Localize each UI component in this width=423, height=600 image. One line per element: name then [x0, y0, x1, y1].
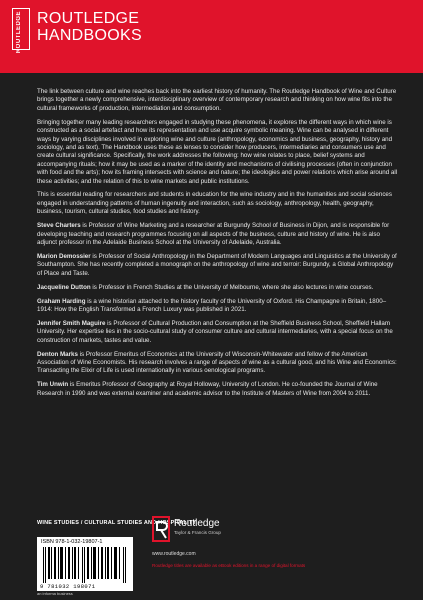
- contributor-entry: Tim Unwin is Emeritus Professor of Geography at Royal Holloway, University of London. He co-founded the Journal of Wine Research in 1990 and was external examiner and academic advisor to the Institute of Masters of Wine from 2004 to 2011.: [37, 381, 378, 397]
- ebook-note: Routledge titles are available as eBook editions in a range of digital formats: [152, 563, 306, 568]
- routledge-logo-icon: ROUTLEDGE: [12, 8, 30, 50]
- series-banner: [0, 0, 423, 73]
- barcode-bars-icon: [41, 547, 129, 583]
- contributor-entry: Steve Charters is Professor of Wine Marketing and a researcher at Burgundy School of Business in Dijon, and is responsible for developing teaching and research programmes focusing on all aspects of the business, culture and history of wine. He is also adjunct professor in the Adelaide Business School at the University of Adelaide, Australia.: [37, 222, 390, 246]
- contributor-entry: Jennifer Smith Maguire is Professor of Cultural Production and Consumption at the Sheffield Business School, Sheffield Hallam University. Her expertise lies in the socio-cultural study of consumer culture and cultural intermediaries, with a special focus on the construction of markets, tastes and value.: [37, 319, 393, 344]
- subject-categories: WINE STUDIES / CULTURAL STUDIES AND HOSPITALITY: [37, 520, 197, 526]
- publisher-name: Routledge: [174, 518, 220, 529]
- series-title-line1: ROUTLEDGE: [37, 10, 140, 27]
- contributor-entry: Graham Harding is a wine historian attached to the history faculty of the University of Oxford. His Champagne in Britain, 1800–1914: How the English Transformed a French Luxury was published in 2021.: [37, 297, 387, 313]
- contributor-entry: Jacqueline Dutton is Professor in French Studies at the University of Melbourne, where she also lectures in wine courses.: [37, 283, 374, 291]
- description-paragraph: This is essential reading for researchers and students in education for the wine industry and in the humanities and social sciences engaged in understanding patterns of human ingenuity and interaction, such as sociology, anthropology, health, geography, business, tourism, cultural studies, food studies and history.: [37, 191, 392, 216]
- contributor-entry: Marion Demossier is Professor of Social Anthropology in the Department of Modern Languages and Linguistics at the University of Southampton. She has recently completed a monograph on the anthropology of wine and terroir: Burgundy, a Global Anthropology of Place and Taste.: [37, 252, 397, 277]
- back-cover-text: [37, 88, 399, 404]
- barcode-digits: 9 781032 198071: [40, 583, 96, 590]
- series-title-line2: HANDBOOKS: [37, 27, 142, 44]
- publisher-url[interactable]: www.routledge.com: [152, 551, 196, 557]
- description-paragraph: Bringing together many leading researchers engaged in studying these phenomena, it explores the different ways in which wine is constructed as a social artefact and how its representation and use acquire symbolic meaning. Wine can be analysed in different ways by varying disciplines involved in exploring wine and culture (anthropology, economics and business, geography, history and sociology, and as text). The Handbook uses these as lenses to consider how producers, intermediaries and consumers use and create cultural significance. Specifically, the work addresses the following: how wine relates to place, belief systems and accompanying rituals; how it may be used as a marker of the identity and mechanisms of civilising processes (often in conjunction with food and the arts); how its framing intersects with science and nature; the ideologies and power relations which arise around all these activities; and the relation of this to wine markets and public institutions.: [37, 118, 398, 185]
- publisher-group: Taylor & Francis Group: [174, 530, 221, 535]
- contributor-entry: Denton Marks is Professor Emeritus of Economics at the University of Wisconsin-Whitewater and fellow of the American Association of Wine Economists. His research involves a range of aspects of wine as a cultural good, and his Wine and Economics: Transacting the Elixir of Life is used internationally in various oenological programs.: [37, 350, 397, 375]
- barcode: [37, 537, 133, 591]
- isbn-label: ISBN 978-1-032-19807-1: [41, 539, 103, 545]
- series-title: [37, 10, 142, 44]
- description-paragraph: The link between culture and wine reaches back into the earliest history of humanity. The Routledge Handbook of Wine and Culture brings together a newly comprehensive, interdisciplinary overview of contemporary research and thinking on how wine fits into the cultural frameworks of production, intermediation and consumption.: [37, 88, 397, 112]
- informa-label: an informa business: [37, 591, 73, 596]
- routledge-publisher-logo-icon: [152, 516, 170, 542]
